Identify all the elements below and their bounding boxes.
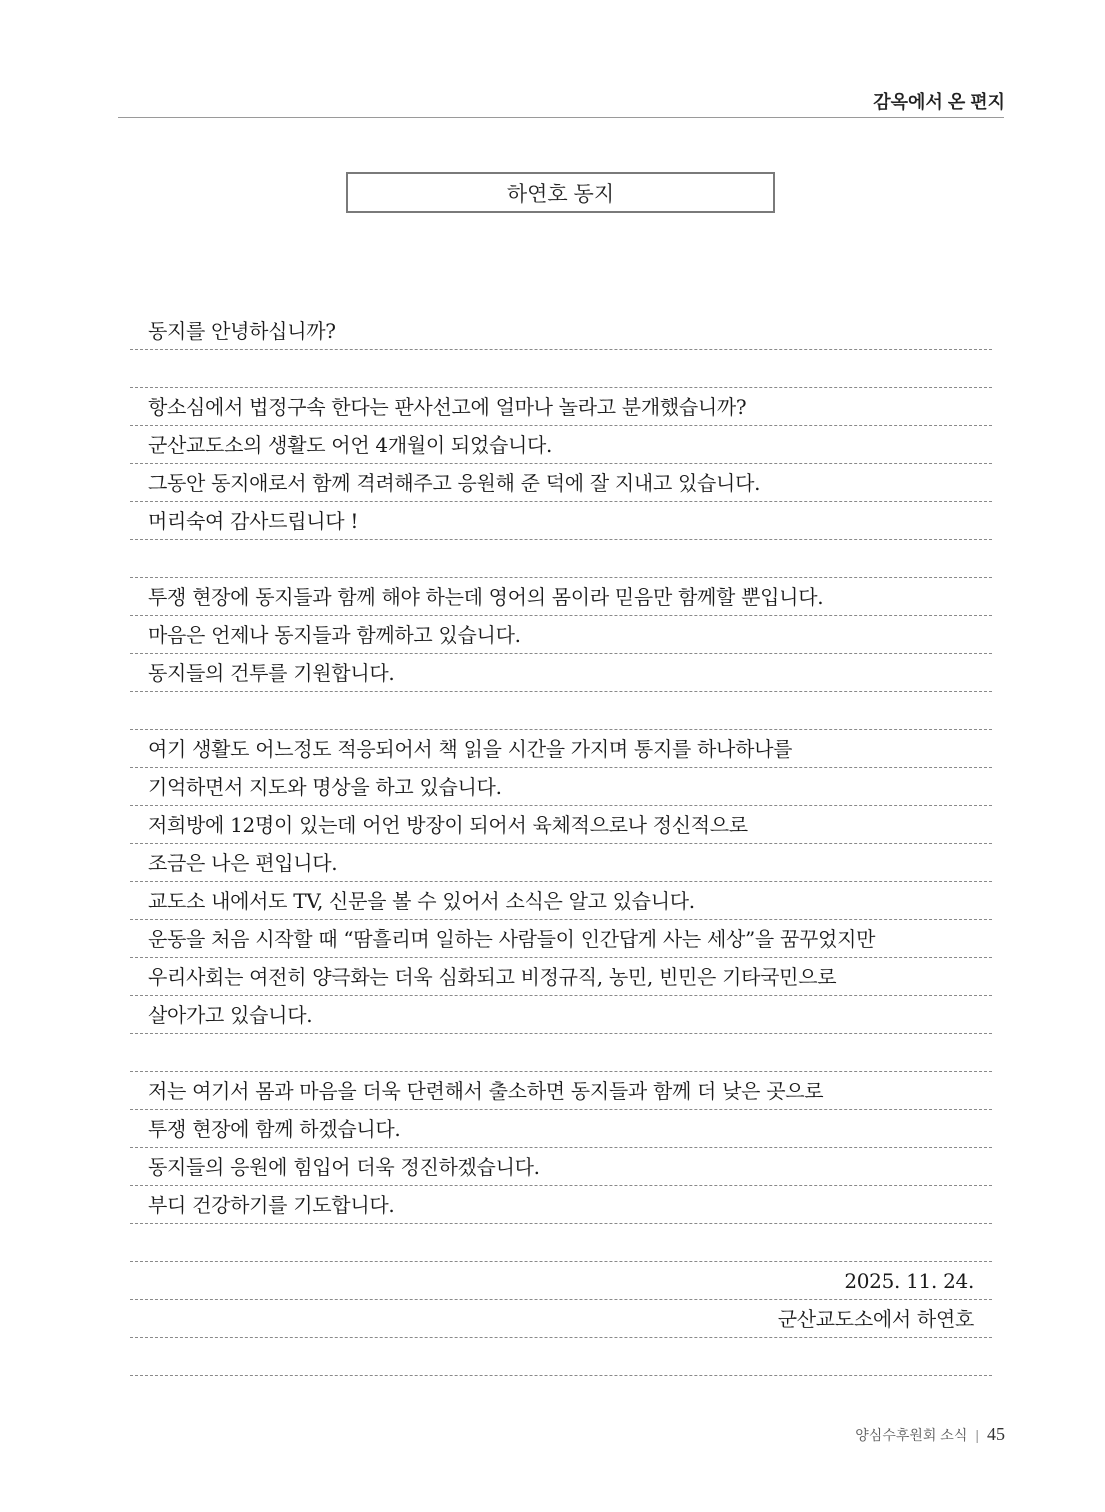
letter-line: 저희방에 12명이 있는데 어언 방장이 되어서 육체적으로나 정신적으로 bbox=[130, 806, 992, 844]
letter-line: 투쟁 현장에 동지들과 함께 해야 하는데 영어의 몸이라 믿음만 함께할 뿐입니다. bbox=[130, 578, 992, 616]
letter-line: 동지들의 응원에 힘입어 더욱 정진하겠습니다. bbox=[130, 1148, 992, 1186]
letter-line: 저는 여기서 몸과 마음을 더욱 단련해서 출소하면 동지들과 함께 더 낮은 곳으로 bbox=[130, 1072, 992, 1110]
letter-line: 여기 생활도 어느정도 적응되어서 책 읽을 시간을 가지며 통지를 하나하나를 bbox=[130, 730, 992, 768]
letter-line: 부디 건강하기를 기도합니다. bbox=[130, 1186, 992, 1224]
letter-line: 기억하면서 지도와 명상을 하고 있습니다. bbox=[130, 768, 992, 806]
letter-line: 항소심에서 법정구속 한다는 판사선고에 얼마나 놀라고 분개했습니까? bbox=[130, 388, 992, 426]
letter-line bbox=[130, 1224, 992, 1262]
letter-line: 교도소 내에서도 TV, 신문을 볼 수 있어서 소식은 알고 있습니다. bbox=[130, 882, 992, 920]
publication-name: 양심수후원회 소식 bbox=[855, 1426, 968, 1443]
letter-line: 운동을 처음 시작할 때 “땀흘리며 일하는 사람들이 인간답게 사는 세상”을 꿈꾸었지만 bbox=[130, 920, 992, 958]
page-footer bbox=[855, 1424, 1005, 1445]
letter-body bbox=[130, 312, 992, 1376]
letter-line bbox=[130, 540, 992, 578]
header-divider bbox=[118, 117, 1004, 118]
letter-line: 동지들의 건투를 기원합니다. bbox=[130, 654, 992, 692]
letter-line-blank bbox=[130, 1338, 992, 1376]
letter-line: 마음은 언제나 동지들과 함께하고 있습니다. bbox=[130, 616, 992, 654]
letter-title-box bbox=[346, 172, 775, 213]
letter-line: 투쟁 현장에 함께 하겠습니다. bbox=[130, 1110, 992, 1148]
signature-date: 2025. 11. 24. bbox=[130, 1262, 992, 1300]
letter-line: 조금은 나은 편입니다. bbox=[130, 844, 992, 882]
letter-line bbox=[130, 692, 992, 730]
letter-title: 하연호 동지 bbox=[506, 182, 615, 206]
letter-line: 그동안 동지애로서 함께 격려해주고 응원해 준 덕에 잘 지내고 있습니다. bbox=[130, 464, 992, 502]
page-number: 45 bbox=[987, 1424, 1005, 1444]
letter-line: 우리사회는 여전히 양극화는 더욱 심화되고 비정규직, 농민, 빈민은 기타국민으로 bbox=[130, 958, 992, 996]
footer-separator: | bbox=[975, 1426, 979, 1443]
letter-line bbox=[130, 1034, 992, 1072]
letter-line bbox=[130, 350, 992, 388]
letter-line: 동지를 안녕하십니까? bbox=[130, 312, 992, 350]
letter-line: 살아가고 있습니다. bbox=[130, 996, 992, 1034]
section-title: 감옥에서 온 편지 bbox=[873, 92, 1005, 112]
signature-author: 군산교도소에서 하연호 bbox=[130, 1300, 992, 1338]
letter-line: 군산교도소의 생활도 어언 4개월이 되었습니다. bbox=[130, 426, 992, 464]
letter-line: 머리숙여 감사드립니다 ! bbox=[130, 502, 992, 540]
